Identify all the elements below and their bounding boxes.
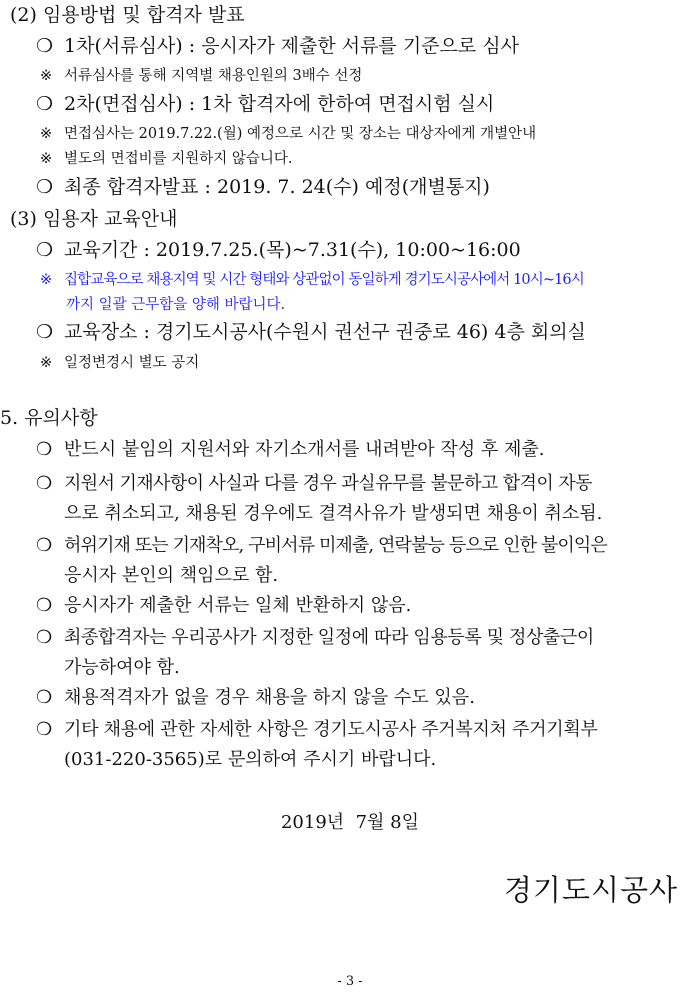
note-item bbox=[40, 356, 199, 371]
item-text: 채용적격자가 없을 경우 채용을 하지 않을 수도 있음. bbox=[64, 687, 475, 708]
note-text: 서류심사를 통해 지역별 채용인원의 3배수 선정 bbox=[64, 68, 363, 84]
note-item bbox=[40, 152, 293, 167]
page-number: - 3 - bbox=[337, 974, 363, 989]
item-text: 응시자가 제출한 서류는 일체 반환하지 않음. bbox=[64, 595, 412, 616]
note-text: 별도의 면접비를 지원하지 않습니다. bbox=[64, 151, 293, 167]
list-item bbox=[36, 537, 607, 555]
highlight-note-continuation: 까지 일괄 근무함을 양해 바랍니다. bbox=[66, 297, 286, 313]
list-item-continuation: (031-220-3565)로 문의하여 주시기 바랍니다. bbox=[64, 749, 437, 770]
item-text: 지원서 기재사항이 사실과 다를 경우 과실유무를 불문하고 합격이 자동 bbox=[64, 473, 592, 494]
circle-bullet-icon: ❍ bbox=[36, 439, 53, 460]
circle-bullet-icon: ❍ bbox=[36, 176, 54, 198]
highlight-note-item bbox=[40, 273, 584, 288]
list-item bbox=[36, 721, 598, 739]
list-item bbox=[36, 475, 592, 493]
list-item bbox=[36, 441, 544, 459]
list-item-continuation: 으로 취소되고, 채용된 경우에도 결격사유가 발생되면 채용이 취소됨. bbox=[64, 503, 603, 524]
section-2-heading: (2) 임용방법 및 합격자 발표 bbox=[10, 4, 245, 26]
section-5-heading: 5. 유의사항 bbox=[0, 407, 98, 429]
reference-mark-icon: ※ bbox=[40, 68, 53, 84]
document-date: 2019년 7월 8일 bbox=[280, 812, 420, 833]
item-text: 최종 합격자발표 : 2019. 7. 24(수) 예정(개별통지) bbox=[64, 176, 490, 198]
list-item bbox=[36, 37, 519, 56]
item-text: 허위기재 또는 기재착오, 구비서류 미제출, 연락불능 등으로 인한 불이익은 bbox=[64, 535, 607, 556]
note-text: 일정변경시 별도 공지 bbox=[64, 355, 200, 371]
organization-name: 경기도시공사 bbox=[503, 873, 678, 907]
note-text: 면접심사는 2019.7.22.(월) 예정으로 시간 및 장소는 대상자에게 개별안내 bbox=[64, 126, 537, 142]
list-item bbox=[36, 597, 411, 615]
note-text: 집합교육으로 채용지역 및 시간 형태와 상관없이 동일하게 경기도시공사에서 10시~16시 bbox=[64, 272, 584, 288]
circle-bullet-icon: ❍ bbox=[36, 627, 53, 648]
list-item bbox=[36, 323, 586, 342]
item-text: 2차(면접심사) : 1차 합격자에 한하여 면접시험 실시 bbox=[64, 93, 495, 115]
reference-mark-icon: ※ bbox=[40, 151, 53, 167]
item-text: 1차(서류심사) : 응시자가 제출한 서류를 기준으로 심사 bbox=[64, 35, 519, 57]
list-item bbox=[36, 95, 494, 114]
circle-bullet-icon: ❍ bbox=[36, 535, 53, 556]
reference-mark-icon: ※ bbox=[40, 272, 53, 288]
list-item bbox=[36, 629, 594, 647]
section-3-heading: (3) 임용자 교육안내 bbox=[10, 208, 178, 230]
circle-bullet-icon: ❍ bbox=[36, 595, 53, 616]
note-item bbox=[40, 127, 536, 142]
note-item bbox=[40, 69, 362, 84]
circle-bullet-icon: ❍ bbox=[36, 93, 54, 115]
item-text: 교육기간 : 2019.7.25.(목)~7.31(수), 10:00~16:00 bbox=[64, 239, 521, 261]
circle-bullet-icon: ❍ bbox=[36, 473, 53, 494]
item-text: 최종합격자는 우리공사가 지정한 일정에 따라 임용등록 및 정상출근이 bbox=[64, 627, 594, 648]
list-item-continuation: 가능하여야 함. bbox=[64, 657, 180, 678]
list-item-continuation: 응시자 본인의 책임으로 함. bbox=[64, 565, 279, 586]
item-text: 반드시 붙임의 지원서와 자기소개서를 내려받아 작성 후 제출. bbox=[64, 439, 545, 460]
reference-mark-icon: ※ bbox=[40, 355, 53, 371]
list-item bbox=[36, 178, 490, 197]
circle-bullet-icon: ❍ bbox=[36, 321, 54, 343]
circle-bullet-icon: ❍ bbox=[36, 719, 53, 740]
item-text: 교육장소 : 경기도시공사(수원시 권선구 권중로 46) 4층 회의실 bbox=[64, 321, 586, 343]
circle-bullet-icon: ❍ bbox=[36, 687, 53, 708]
list-item bbox=[36, 241, 521, 260]
circle-bullet-icon: ❍ bbox=[36, 239, 54, 261]
reference-mark-icon: ※ bbox=[40, 126, 53, 142]
list-item bbox=[36, 689, 475, 707]
item-text: 기타 채용에 관한 자세한 사항은 경기도시공사 주거복지처 주거기획부 bbox=[64, 719, 598, 740]
circle-bullet-icon: ❍ bbox=[36, 35, 54, 57]
